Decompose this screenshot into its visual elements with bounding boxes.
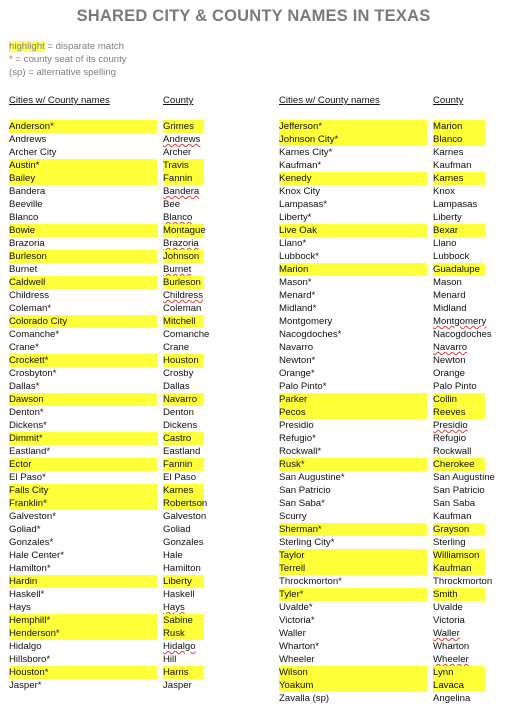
county-name: Brazoria [163, 238, 199, 249]
county-name: Jasper [163, 680, 192, 691]
table-row [9, 211, 233, 224]
city-name: Marion [279, 263, 427, 276]
county-name: San Saba [433, 498, 476, 509]
county-name: Karnes [433, 172, 485, 185]
left-rows [9, 120, 233, 692]
table-row [9, 601, 233, 614]
city-name: Crockett* [9, 354, 157, 367]
city-name: Dimmit* [9, 432, 157, 445]
county-name: Mitchell [163, 315, 204, 328]
city-name: Newton* [279, 355, 316, 366]
table-row [279, 302, 503, 315]
table-row [279, 237, 503, 250]
city-name: Wharton* [279, 641, 319, 652]
city-name: Jasper* [9, 680, 42, 691]
county-name: Crosby [163, 368, 194, 379]
city-name: Yoakum [279, 679, 427, 692]
city-name: Johnson City* [279, 133, 427, 146]
county-name: Haskell [163, 589, 195, 600]
table-row [279, 159, 503, 172]
county-name: Navarro [433, 342, 468, 353]
city-name: Coleman* [9, 303, 52, 314]
city-name: Haskell* [9, 589, 45, 600]
table-row [279, 588, 503, 601]
county-name: Johnson [163, 250, 204, 263]
header-county: County [163, 95, 194, 106]
county-name: Collin [433, 393, 485, 406]
table-row [279, 328, 503, 341]
city-name: Dickens* [9, 420, 47, 431]
county-name: Throckmorton [433, 576, 493, 587]
city-name: Pecos [279, 406, 427, 419]
table-row [9, 289, 233, 302]
city-name: San Augustine* [279, 472, 345, 483]
city-name: Palo Pinto* [279, 381, 327, 392]
city-name: Anderson* [9, 120, 157, 133]
city-name: Live Oak [279, 224, 427, 237]
county-name: Rockwall [433, 446, 472, 457]
right-rows [279, 120, 503, 705]
city-name: Kaufman* [279, 160, 322, 171]
county-name: Crane [163, 342, 190, 353]
city-name: Rockwall* [279, 446, 322, 457]
county-name: Wharton [433, 641, 470, 652]
city-name: Hemphill* [9, 614, 157, 627]
city-name: Menard* [279, 290, 316, 301]
city-name: Hale Center* [9, 550, 64, 561]
table-row [279, 497, 503, 510]
county-name: Lavaca [433, 679, 485, 692]
county-name: Burnet [163, 264, 192, 275]
county-name: Goliad [163, 524, 191, 535]
table-row [9, 484, 233, 497]
county-name: Coleman [163, 303, 202, 314]
table-row [9, 159, 233, 172]
city-name: Lampasas* [279, 199, 327, 210]
table-row [9, 302, 233, 315]
table-row [279, 536, 503, 549]
table-row [9, 354, 233, 367]
county-name: Blanco [163, 212, 193, 223]
table-row [279, 224, 503, 237]
header-cities: Cities w/ County names [9, 95, 110, 106]
city-name: Zavalla (sp) [279, 693, 330, 704]
city-name: Crane* [9, 342, 39, 353]
city-name: Parker [279, 393, 427, 406]
table-row [9, 666, 233, 679]
table-row [9, 471, 233, 484]
table-row [279, 510, 503, 523]
city-name: San Patricio [279, 485, 331, 496]
city-name: Andrews [9, 134, 47, 145]
county-name: Hays [163, 602, 185, 613]
city-name: Wilson [279, 666, 427, 679]
table-row [279, 640, 503, 653]
table-row [279, 120, 503, 133]
table-row [9, 432, 233, 445]
table-row [9, 133, 233, 146]
city-name: Burleson [9, 250, 157, 263]
county-name: Wheeler [433, 654, 469, 665]
left-column [9, 95, 233, 692]
city-name: Eastland* [9, 446, 51, 457]
table-row [9, 237, 233, 250]
city-name: Brazoria [9, 238, 45, 249]
table-row [9, 146, 233, 159]
table-row [9, 575, 233, 588]
city-name: Lubbock* [279, 251, 320, 262]
city-name: Throckmorton* [279, 576, 342, 587]
city-name: Goliad* [9, 524, 41, 535]
county-name: San Patricio [433, 485, 485, 496]
city-name: Crosbyton* [9, 368, 57, 379]
city-name: Franklin* [9, 497, 157, 510]
table-row [279, 367, 503, 380]
county-name: Grayson [433, 523, 485, 536]
county-name: Reeves [433, 406, 485, 419]
county-name: Hale [163, 550, 183, 561]
county-name: Bee [163, 199, 181, 210]
table-row [9, 497, 233, 510]
city-name: Gonzales* [9, 537, 54, 548]
county-name: Lampasas [433, 199, 478, 210]
county-name: Gonzales [163, 537, 204, 548]
city-name: Llano* [279, 238, 307, 249]
county-name: Castro [163, 432, 204, 445]
county-name: Robertson [163, 498, 208, 509]
legend-highlight-line [9, 40, 127, 53]
city-name: Knox City [279, 186, 321, 197]
city-name: Sherman* [279, 523, 427, 536]
table-row [9, 341, 233, 354]
table-row [279, 692, 503, 705]
county-name: Dallas [163, 381, 190, 392]
county-name: Houston [163, 354, 204, 367]
county-name: Williamson [433, 549, 485, 562]
city-name: Rusk* [279, 458, 427, 471]
city-name: Hillsboro* [9, 654, 51, 665]
county-name: Llano [433, 238, 457, 249]
county-name: Menard [433, 290, 466, 301]
table-row [279, 575, 503, 588]
city-name: Denton* [9, 407, 44, 418]
left-header [9, 95, 233, 108]
table-row [9, 367, 233, 380]
county-name: Childress [163, 290, 203, 301]
county-name: Navarro [163, 393, 204, 406]
county-name: Bandera [163, 186, 200, 197]
table-row [279, 172, 503, 185]
table-row [279, 614, 503, 627]
city-name: Blanco [9, 212, 39, 223]
county-name: Fannin [163, 458, 204, 471]
county-name: Rusk [163, 627, 204, 640]
city-name: Scurry [279, 511, 307, 522]
county-name: Angelina [433, 693, 471, 704]
city-name: Uvalde* [279, 602, 313, 613]
city-name: Refugio* [279, 433, 316, 444]
county-name: Mason [433, 277, 462, 288]
table-row [279, 432, 503, 445]
county-name: Palo Pinto [433, 381, 477, 392]
table-row [9, 120, 233, 133]
county-name: San Augustine [433, 472, 495, 483]
table-row [9, 380, 233, 393]
county-name: Karnes [433, 147, 464, 158]
county-name: Grimes [163, 120, 204, 133]
city-name: Hardin [9, 575, 157, 588]
table-row [9, 458, 233, 471]
table-row [279, 146, 503, 159]
county-name: Harris [163, 666, 204, 679]
table-row [279, 198, 503, 211]
county-name: Liberty [163, 575, 204, 588]
city-name: Burnet [9, 264, 38, 275]
county-name: Galveston [163, 511, 207, 522]
table-row [9, 393, 233, 406]
city-name: Beeville [9, 199, 43, 210]
table-row [279, 419, 503, 432]
table-row [9, 172, 233, 185]
county-name: Smith [433, 588, 485, 601]
city-name: Taylor [279, 549, 427, 562]
table-row [9, 562, 233, 575]
county-name: Kaufman [433, 562, 485, 575]
city-name: Colorado City [9, 315, 157, 328]
county-name: Comanche [163, 329, 210, 340]
table-row [9, 679, 233, 692]
city-name: Falls City [9, 484, 157, 497]
table-row [279, 666, 503, 679]
table-row [279, 653, 503, 666]
city-name: Galveston* [9, 511, 56, 522]
county-name: Orange [433, 368, 465, 379]
county-name: Karnes [163, 484, 204, 497]
table-row [279, 341, 503, 354]
table-row [9, 224, 233, 237]
county-name: Montgomery [433, 316, 487, 327]
table-row [9, 640, 233, 653]
table-row [9, 445, 233, 458]
county-name: Andrews [163, 134, 201, 145]
legend-highlight-swatch: highlight [9, 41, 45, 52]
table-row [279, 185, 503, 198]
city-name: Orange* [279, 368, 315, 379]
county-name: Archer [163, 147, 192, 158]
county-name: Hill [163, 654, 177, 665]
table-row [9, 328, 233, 341]
city-name: San Saba* [279, 498, 325, 509]
table-row [279, 562, 503, 575]
table-row [9, 250, 233, 263]
table-row [9, 614, 233, 627]
legend [9, 40, 127, 79]
table-row [279, 354, 503, 367]
table-row [279, 471, 503, 484]
table-row [279, 601, 503, 614]
city-name: Childress [9, 290, 49, 301]
legend-sp-line: (sp) = alternative spelling [9, 67, 116, 78]
county-name: Newton [433, 355, 466, 366]
county-name: Lubbock [433, 251, 470, 262]
county-name: Sterling [433, 537, 466, 548]
county-name: Sabine [163, 614, 204, 627]
county-name: Dickens [163, 420, 198, 431]
county-name: Kaufman [433, 160, 472, 171]
county-name: Travis [163, 159, 204, 172]
city-name: Hays [9, 602, 31, 613]
county-name: Victoria [433, 615, 465, 626]
table-row [279, 549, 503, 562]
city-name: Dawson [9, 393, 157, 406]
city-name: Montgomery [279, 316, 333, 327]
table-row [279, 484, 503, 497]
table-row [279, 406, 503, 419]
table-row [9, 627, 233, 640]
table-row [9, 419, 233, 432]
city-name: Bailey [9, 172, 157, 185]
county-name: Burleson [163, 276, 204, 289]
header-county: County [433, 95, 464, 106]
table-row [9, 276, 233, 289]
city-name: Nacogdoches* [279, 329, 342, 340]
city-name: Karnes City* [279, 147, 333, 158]
table-row [9, 263, 233, 276]
city-name: Navarro [279, 342, 314, 353]
county-name: Presidio [433, 420, 468, 431]
table-row [279, 289, 503, 302]
city-name: Ector [9, 458, 157, 471]
table-row [279, 380, 503, 393]
county-name: Hidalgo [163, 641, 196, 652]
county-name: Eastland [163, 446, 201, 457]
legend-highlight-text: = disparate match [44, 41, 124, 52]
header-cities: Cities w/ County names [279, 95, 380, 106]
city-name: Bowie [9, 224, 157, 237]
county-name: Knox [433, 186, 455, 197]
city-name: Sterling City* [279, 537, 335, 548]
city-name: Waller [279, 628, 306, 639]
city-name: El Paso* [9, 472, 46, 483]
right-column [279, 95, 503, 705]
table-row [9, 549, 233, 562]
city-name: Houston* [9, 666, 157, 679]
county-name: Bexar [433, 224, 485, 237]
city-name: Caldwell [9, 276, 157, 289]
county-name: Guadalupe [433, 263, 485, 276]
table-row [9, 406, 233, 419]
table-row [9, 185, 233, 198]
county-name: Hamilton [163, 563, 201, 574]
county-name: Liberty [433, 212, 462, 223]
city-name: Presidio [279, 420, 314, 431]
table-row [279, 211, 503, 224]
city-name: Victoria* [279, 615, 315, 626]
county-name: Fannin [163, 172, 204, 185]
county-name: Montague [163, 225, 206, 236]
page-title: SHARED CITY & COUNTY NAMES IN TEXAS [76, 7, 431, 25]
table-row [279, 250, 503, 263]
table-row [9, 315, 233, 328]
city-name: Archer City [9, 147, 57, 158]
city-name: Liberty* [279, 212, 312, 223]
table-row [279, 133, 503, 146]
table-row [279, 393, 503, 406]
county-name: Midland [433, 303, 467, 314]
table-row [9, 523, 233, 536]
county-name: Uvalde [433, 602, 463, 613]
city-name: Wheeler [279, 654, 315, 665]
city-name: Austin* [9, 159, 157, 172]
county-name: Lynn [433, 666, 485, 679]
city-name: Terrell [279, 562, 427, 575]
county-name: Kaufman [433, 511, 472, 522]
city-name: Jefferson* [279, 120, 427, 133]
city-name: Mason* [279, 277, 312, 288]
legend-star-line: * = county seat of its county [9, 54, 127, 65]
table-row [279, 458, 503, 471]
county-name: Nacogdoches [433, 329, 492, 340]
table-row [279, 679, 503, 692]
city-name: Kenedy [279, 172, 427, 185]
table-row [9, 588, 233, 601]
county-name: Refugio [433, 433, 467, 444]
city-name: Tyler* [279, 588, 427, 601]
table-row [279, 627, 503, 640]
table-row [9, 198, 233, 211]
table-row [9, 536, 233, 549]
city-name: Henderson* [9, 627, 157, 640]
county-name: Blanco [433, 133, 485, 146]
table-row [279, 445, 503, 458]
city-name: Hamilton* [9, 563, 51, 574]
city-name: Midland* [279, 303, 317, 314]
right-header [279, 95, 503, 108]
table-row [9, 653, 233, 666]
table-row [279, 263, 503, 276]
city-name: Hidalgo [9, 641, 42, 652]
city-name: Comanche* [9, 329, 60, 340]
city-name: Bandera [9, 186, 46, 197]
county-name: Cherokee [433, 458, 485, 471]
county-name: Denton [163, 407, 194, 418]
table-row [279, 523, 503, 536]
city-name: Dallas* [9, 381, 40, 392]
table-row [9, 510, 233, 523]
county-name: El Paso [163, 472, 197, 483]
county-name: Waller [433, 628, 460, 639]
table-row [279, 276, 503, 289]
county-name: Marion [433, 120, 485, 133]
table-row [279, 315, 503, 328]
